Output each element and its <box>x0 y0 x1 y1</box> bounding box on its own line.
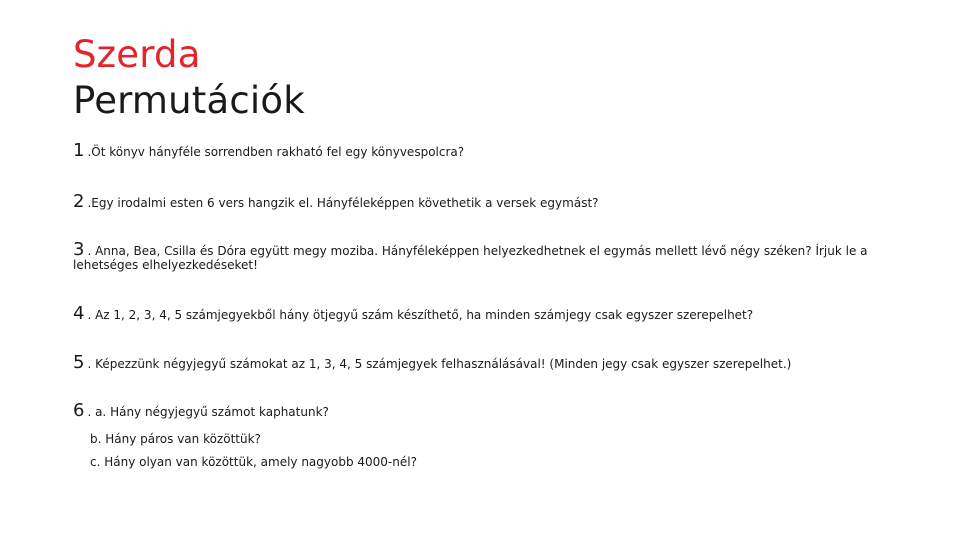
exercise-number: 4 <box>73 303 85 324</box>
exercise-number: 2 <box>73 191 85 212</box>
exercise-6c: c. Hány olyan van közöttük, amely nagyobb 4000-nél? <box>90 455 417 469</box>
exercise-2 <box>73 191 893 212</box>
exercise-6b: b. Hány páros van közöttük? <box>90 432 261 446</box>
exercise-number: 3 <box>73 239 85 260</box>
slide-title-day: Szerda <box>73 33 201 76</box>
exercise-text: . Anna, Bea, Csilla és Dóra együtt megy moziba. Hányféleképpen helyezkedhetnek el egymás mellett lévő négy széken? Írjuk le a lehetséges elhelyezkedéseket! <box>73 244 868 272</box>
exercise-6 <box>73 400 893 421</box>
exercise-number: 1 <box>73 140 85 161</box>
exercise-1 <box>73 140 893 161</box>
exercise-5 <box>73 352 893 373</box>
exercise-text: .Öt könyv hányféle sorrendben rakható fel egy könyvespolcra? <box>87 145 465 159</box>
exercise-text: . a. Hány négyjegyű számot kaphatunk? <box>87 405 329 419</box>
exercise-3 <box>73 239 873 272</box>
slide-title-topic: Permutációk <box>73 79 305 122</box>
exercise-4 <box>73 303 893 324</box>
exercise-number: 6 <box>73 400 85 421</box>
exercise-text: . Az 1, 2, 3, 4, 5 számjegyekből hány ötjegyű szám készíthető, ha minden számjegy csak egyszer szerepelhet? <box>87 308 754 322</box>
exercise-text: .Egy irodalmi esten 6 vers hangzik el. Hányféleképpen követhetik a versek egymást? <box>87 196 599 210</box>
exercise-text: . Képezzünk négyjegyű számokat az 1, 3, 4, 5 számjegyek felhasználásával! (Minden jegy csak egyszer szerepelhet.) <box>87 357 792 371</box>
exercise-number: 5 <box>73 352 85 373</box>
